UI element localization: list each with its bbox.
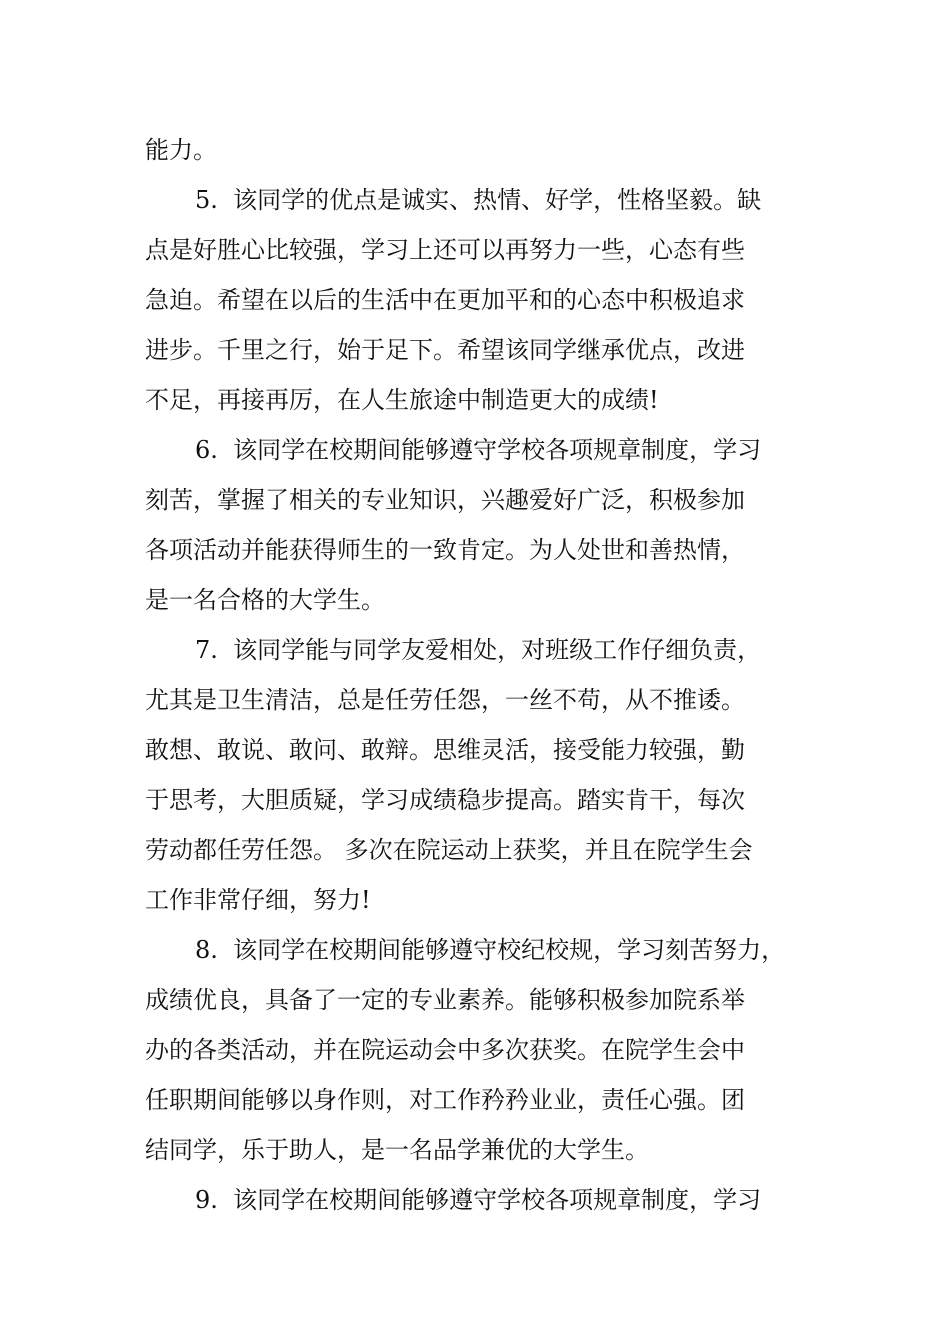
text-line	[0, 130, 950, 170]
line-text: 于思考，大胆质疑，学习成绩稳步提高。踏实肯干，每次	[145, 786, 745, 814]
line-text: 刻苦，掌握了相关的专业知识，兴趣爱好广泛，积极参加	[145, 486, 745, 514]
line-text: 5. 该同学的优点是诚实、热情、好学，性格坚毅。缺	[195, 186, 762, 214]
text-line	[0, 530, 950, 570]
line-text: 6. 该同学在校期间能够遵守学校各项规章制度，学习	[195, 436, 762, 464]
text-line	[0, 730, 950, 770]
line-text: 任职期间能够以身作则，对工作矜矜业业，责任心强。团	[145, 1086, 745, 1114]
line-text: 急迫。希望在以后的生活中在更加平和的心态中积极追求	[145, 286, 745, 314]
text-line	[0, 1130, 950, 1170]
text-line	[0, 330, 950, 370]
text-line	[0, 230, 950, 270]
line-text: 进步。千里之行，始于足下。希望该同学继承优点，改进	[145, 336, 745, 364]
line-text: 7. 该同学能与同学友爱相处，对班级工作仔细负责，	[195, 636, 762, 664]
line-text: 不足，再接再厉，在人生旅途中制造更大的成绩!	[145, 386, 659, 414]
line-text: 点是好胜心比较强，学习上还可以再努力一些，心态有些	[145, 236, 745, 264]
text-line	[0, 930, 950, 970]
text-line	[0, 280, 950, 320]
line-text: 能力。	[145, 136, 217, 164]
text-line	[0, 430, 950, 470]
text-line	[0, 830, 950, 870]
line-text: 尤其是卫生清洁，总是任劳任怨，一丝不苟，从不推诿。	[145, 686, 745, 714]
line-text: 各项活动并能获得师生的一致肯定。为人处世和善热情，	[145, 536, 745, 564]
text-line	[0, 580, 950, 620]
text-line	[0, 1080, 950, 1120]
text-line	[0, 630, 950, 670]
line-text: 9. 该同学在校期间能够遵守学校各项规章制度，学习	[195, 1186, 762, 1214]
line-text: 敢想、敢说、敢问、敢辩。思维灵活，接受能力较强，勤	[145, 736, 745, 764]
text-line	[0, 680, 950, 720]
text-line	[0, 1030, 950, 1070]
text-line	[0, 880, 950, 920]
text-line	[0, 1180, 950, 1220]
line-text: 结同学，乐于助人，是一名品学兼优的大学生。	[145, 1136, 649, 1164]
text-line	[0, 180, 950, 220]
line-text: 劳动都任劳任怨。 多次在院运动上获奖，并且在院学生会	[145, 836, 753, 864]
line-text: 是一名合格的大学生。	[145, 586, 385, 614]
line-text: 办的各类活动，并在院运动会中多次获奖。在院学生会中	[145, 1036, 745, 1064]
line-text: 8. 该同学在校期间能够遵守校纪校规，学习刻苦努力，	[195, 936, 786, 964]
line-text: 成绩优良，具备了一定的专业素养。能够积极参加院系举	[145, 986, 745, 1014]
text-line	[0, 780, 950, 820]
text-line	[0, 380, 950, 420]
text-line	[0, 980, 950, 1020]
text-line	[0, 480, 950, 520]
line-text: 工作非常仔细，努力!	[145, 886, 371, 914]
